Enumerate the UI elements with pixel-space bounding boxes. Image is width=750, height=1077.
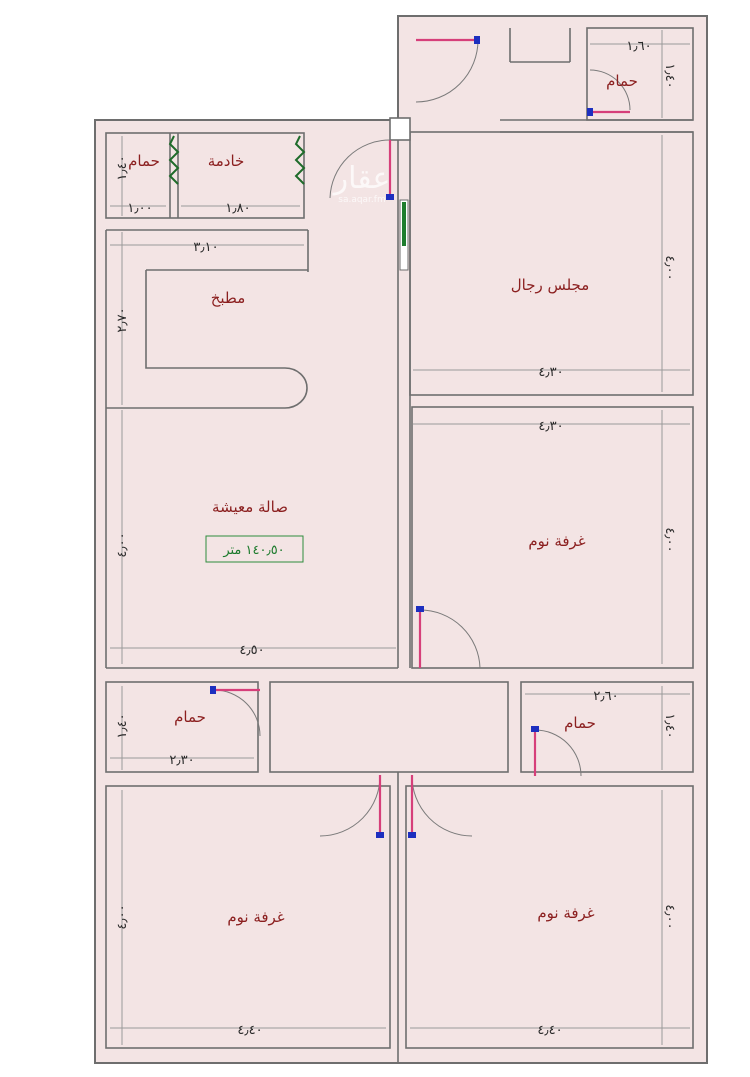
watermark-logo: عقار (333, 161, 391, 196)
dim-bedroom-right-depth: ٤٫٠٠ (662, 527, 677, 553)
dim-bedroom-right-width: ٤٫٣٠ (538, 419, 564, 434)
dim-bedroom-br-width: ٤٫٤٠ (537, 1023, 563, 1038)
room-label-bath-right: حمام (564, 714, 596, 732)
dim-maid-bath-width: ١٫٠٠ (127, 201, 153, 216)
dim-bedroom-br-depth: ٤٫٠٠ (662, 904, 677, 930)
dim-top-bath-width: ١٫٦٠ (626, 39, 652, 54)
dim-majlis-width: ٤٫٣٠ (538, 365, 564, 380)
dim-bath-right-width: ٢٫٦٠ (593, 689, 619, 704)
dim-bath-right-depth: ١٫٤٠ (662, 713, 677, 739)
room-label-kitchen: مطبخ (210, 289, 246, 307)
dim-kitchen-width: ٣٫١٠ (193, 240, 219, 255)
room-label-bath-maid: حمام (128, 152, 160, 170)
dim-bath-left-depth: ١٫٤٠ (115, 713, 130, 739)
dim-living-depth: ٤٫٠٠ (115, 532, 130, 558)
room-label-bath-top-right: حمام (606, 72, 638, 90)
room-label-bedroom-right: غرفة نوم (528, 532, 586, 550)
dim-top-bath-depth: ١٫٤٠ (662, 63, 677, 89)
room-label-maid: خادمة (207, 152, 245, 170)
dim-maid-bath-depth: ١٫٤٠ (115, 155, 130, 181)
dim-living-width: ٤٫٥٠ (239, 643, 265, 658)
room-label-bedroom-bottom-left: غرفة نوم (227, 908, 285, 926)
living-area-value: ١٤٠٫٥٠ متر (223, 543, 285, 558)
dim-bedroom-bl-depth: ٤٫٠٠ (115, 904, 130, 930)
room-label-bedroom-bottom-right: غرفة نوم (537, 904, 595, 922)
room-label-living-hall: صالة معيشة (212, 498, 288, 516)
dim-maid-width: ١٫٨٠ (225, 201, 251, 216)
room-label-bath-left: حمام (174, 708, 206, 726)
dim-majlis-depth: ٤٫٠٠ (662, 255, 677, 281)
watermark-site: sa.aqar.fm (338, 195, 386, 205)
dim-kitchen-depth: ٢٫٧٠ (115, 307, 130, 333)
window-glass (402, 202, 406, 246)
building-outline (95, 16, 707, 1063)
dim-bath-left-width: ٢٫٣٠ (169, 753, 195, 768)
room-label-mens-majlis: مجلس رجال (510, 276, 590, 294)
dim-bedroom-bl-width: ٤٫٤٠ (237, 1023, 263, 1038)
